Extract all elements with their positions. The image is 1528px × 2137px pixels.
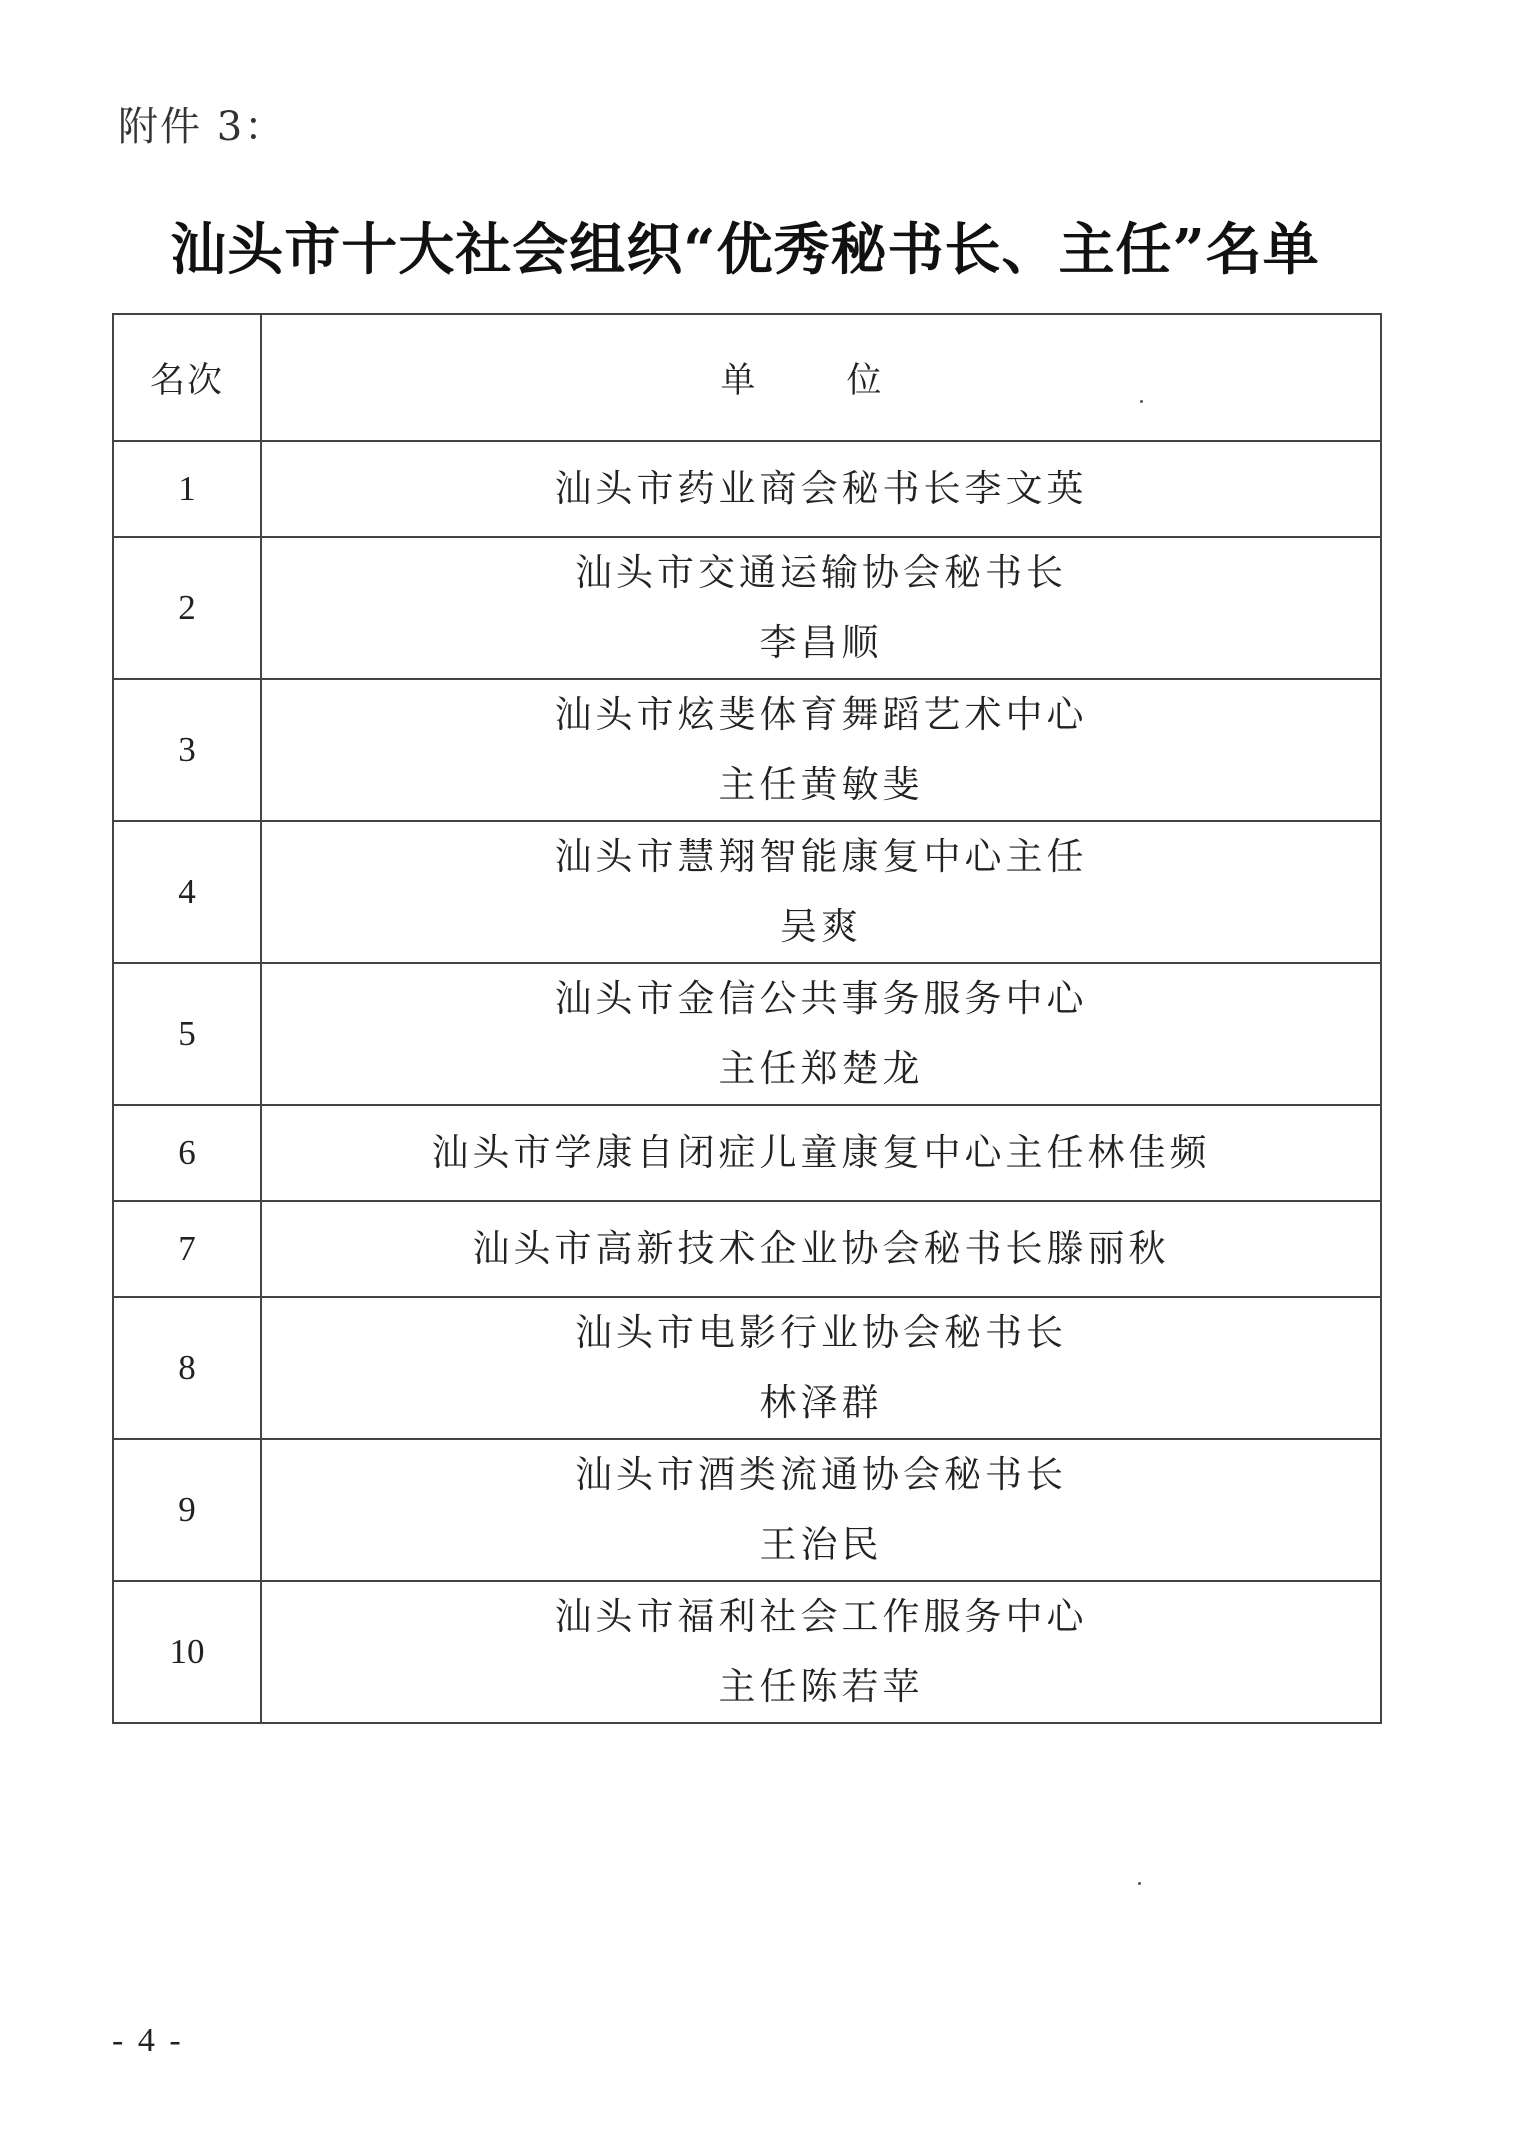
unit-cell (261, 963, 1381, 1105)
rank-cell: 1 (113, 441, 261, 537)
unit-cell (261, 1581, 1381, 1723)
rank-cell: 10 (113, 1581, 261, 1723)
unit-line: 汕头市学康自闭症儿童康复中心主任林佳频 (431, 1131, 1211, 1174)
unit-cell (261, 1439, 1381, 1581)
unit-line: 汕头市酒类流通协会秘书长 (575, 1453, 1067, 1496)
rank-cell: 3 (113, 679, 261, 821)
unit-cell (261, 679, 1381, 821)
unit-cell (261, 1105, 1381, 1201)
table-row (113, 1201, 1381, 1297)
unit-line: 汕头市炫斐体育舞蹈艺术中心 (554, 693, 1088, 736)
rank-cell: 9 (113, 1439, 261, 1581)
unit-cell (261, 1297, 1381, 1439)
scan-speck (1140, 400, 1143, 403)
unit-line: 汕头市交通运输协会秘书长 (575, 551, 1067, 594)
page-title: 汕头市十大社会组织“优秀秘书长、主任”名单 (170, 217, 1320, 283)
unit-line: 主任黄敏斐 (718, 763, 924, 806)
unit-cell (261, 441, 1381, 537)
rank-cell: 2 (113, 537, 261, 679)
unit-cell (261, 821, 1381, 963)
unit-line: 主任陈若苹 (718, 1665, 924, 1708)
unit-line: 汕头市慧翔智能康复中心主任 (554, 835, 1088, 878)
rank-cell: 8 (113, 1297, 261, 1439)
unit-cell (261, 537, 1381, 679)
page-number: - 4 - (112, 2022, 184, 2059)
rank-cell: 5 (113, 963, 261, 1105)
table-row (113, 1439, 1381, 1581)
unit-line: 林泽群 (759, 1381, 883, 1424)
award-list-table (112, 313, 1382, 1724)
rank-cell: 7 (113, 1201, 261, 1297)
unit-line: 汕头市药业商会秘书长李文英 (554, 467, 1088, 510)
rank-header: 名次 (113, 314, 261, 441)
rank-cell: 6 (113, 1105, 261, 1201)
table-row (113, 1297, 1381, 1439)
unit-line: 李昌顺 (759, 621, 883, 664)
unit-line: 汕头市金信公共事务服务中心 (554, 977, 1088, 1020)
unit-line: 汕头市高新技术企业协会秘书长滕丽秋 (472, 1227, 1170, 1270)
table-row (113, 679, 1381, 821)
unit-line: 汕头市福利社会工作服务中心 (554, 1595, 1088, 1638)
scan-speck (1138, 1882, 1141, 1885)
table-row (113, 1105, 1381, 1201)
table-row (113, 537, 1381, 679)
unit-line: 主任郑楚龙 (718, 1047, 924, 1090)
attachment-label: 附件 3： (118, 104, 287, 150)
table-row (113, 441, 1381, 537)
unit-line: 王治民 (759, 1523, 883, 1566)
unit-header: 单 位 (261, 314, 1381, 441)
rank-cell: 4 (113, 821, 261, 963)
table-row (113, 821, 1381, 963)
unit-line: 汕头市电影行业协会秘书长 (575, 1311, 1067, 1354)
table-row (113, 963, 1381, 1105)
unit-cell (261, 1201, 1381, 1297)
unit-line: 吴爽 (780, 905, 862, 948)
table-header-row (113, 314, 1381, 441)
table-row (113, 1581, 1381, 1723)
